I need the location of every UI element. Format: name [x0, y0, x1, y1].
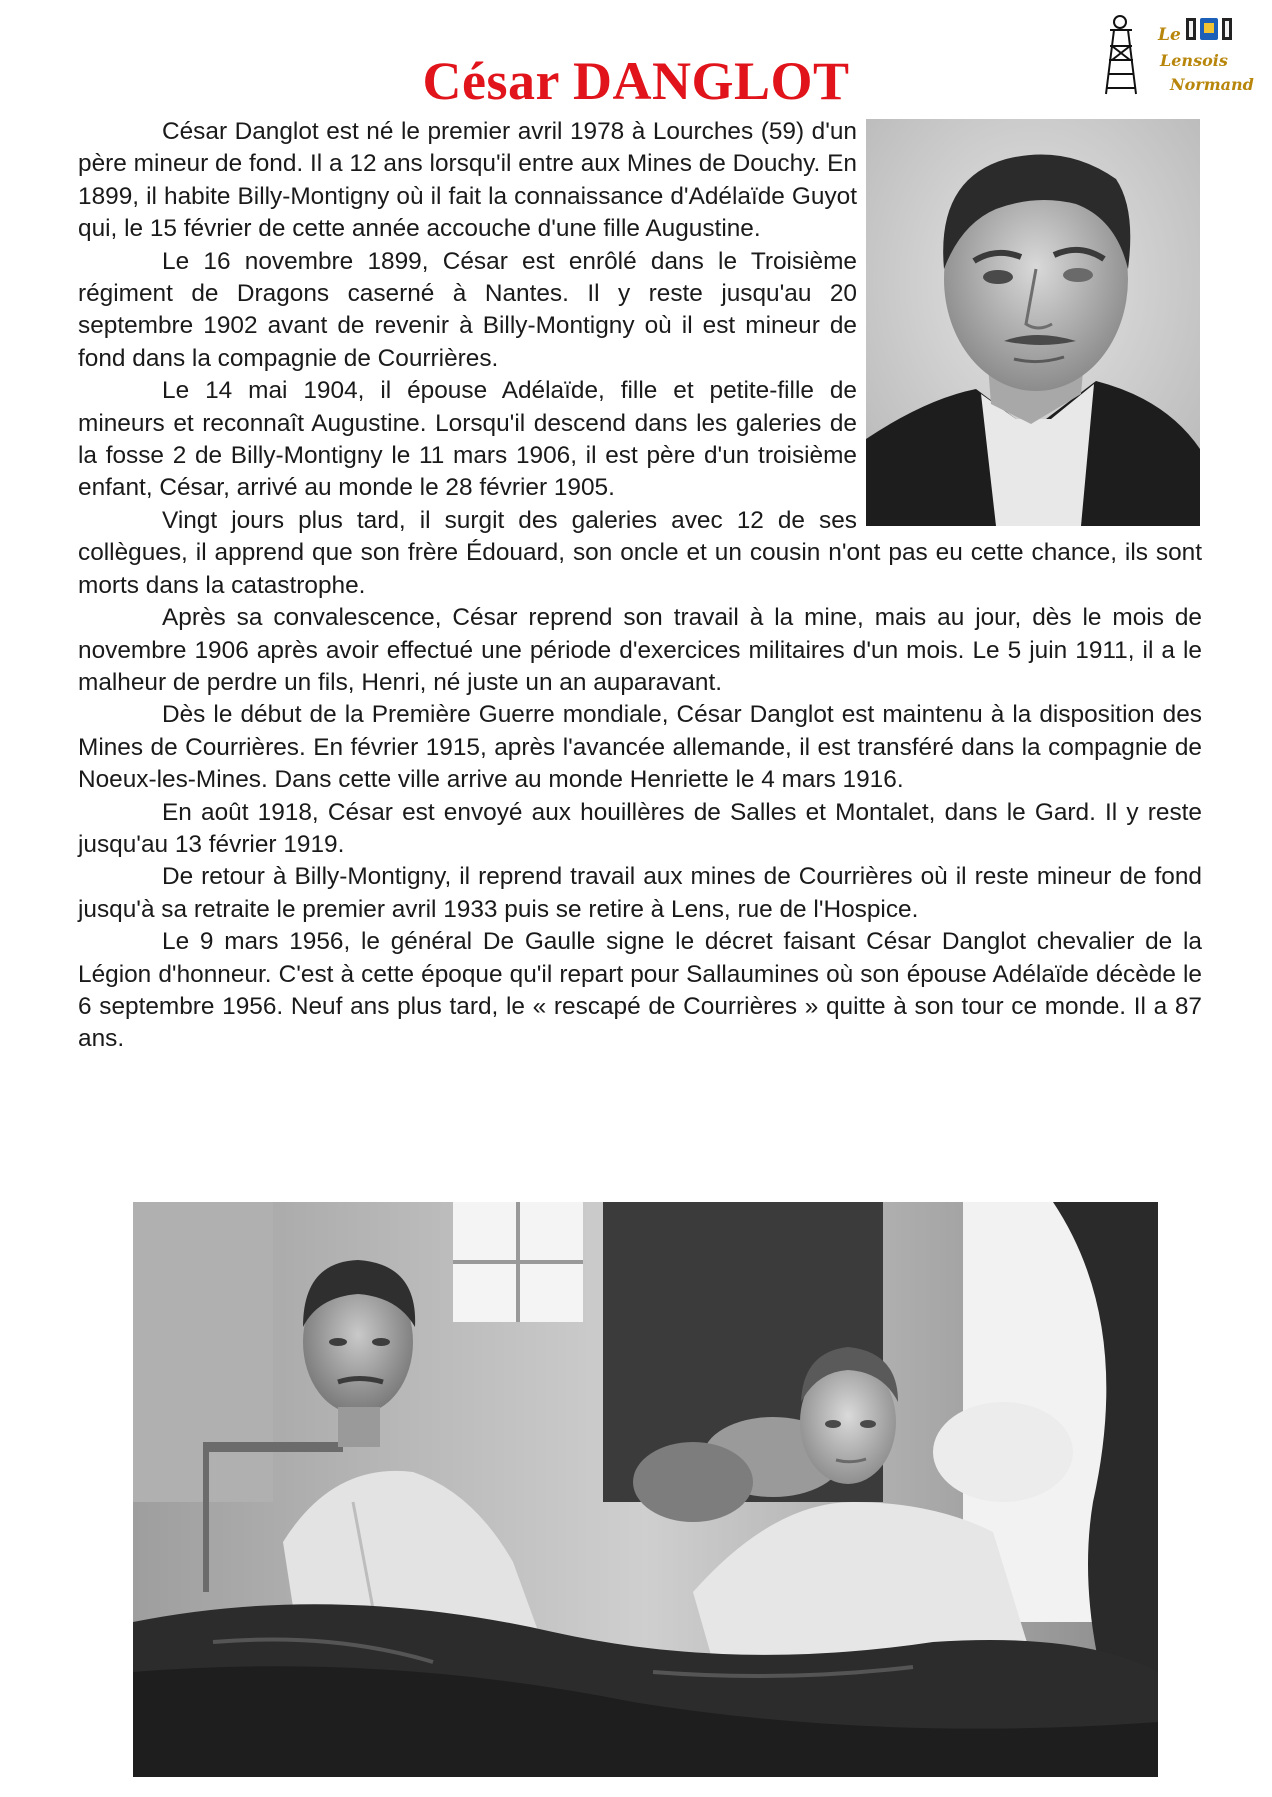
paragraph-3: Le 14 mai 1904, il épouse Adélaïde, fille et petite-fille de mineurs et reconnaît Augustine. Lorsqu'il descend dans les galeries de la fosse 2 de Billy-Montigny le 11 mars 1906, il est père d'un troisième enfant, César, arrivé au monde le 28 février 1905. — [78, 377, 857, 502]
paragraph-7: En août 1918, César est envoyé aux houillères de Salles et Montalet, dans le Gard. Il y reste jusqu'au 13 février 1919. — [78, 798, 1202, 858]
logo-graphic — [1100, 14, 1258, 96]
portrait-spacer — [857, 116, 1202, 534]
paragraph-1: César Danglot est né le premier avril 1978 à Lourches (59) d'un père mineur de fond. Il a 12 ans lorsqu'il entre aux Mines de Douchy. En 1899, il habite Billy-Montigny où il fait la connaissance d'Adélaïde Guyot qui, le 15 février de cette année accouche d'une fille Augustine. — [78, 118, 857, 243]
article-body — [78, 116, 1202, 1056]
paragraph-9: Le 9 mars 1956, le général De Gaulle signe le décret faisant César Danglot chevalier de la Légion d'honneur. C'est à cette époque qu'il repart pour Sallaumines où son épouse Adélaïde décède le 6 septembre 1956. Neuf ans plus tard, le « rescapé de Courrières » quitte à son tour ce monde. Il a 87 ans. — [78, 928, 1202, 1053]
logo-text-le: Le — [1158, 25, 1181, 45]
page-title: César DANGLOT — [422, 51, 850, 112]
paragraph-4: Vingt jours plus tard, il surgit des galeries avec 12 de ses collègues, il apprend que son frère Édouard, son oncle et un cousin n'ont pas eu cette chance, ils sont morts dans la catastrophe. — [78, 506, 1202, 599]
paragraph-2: Le 16 novembre 1899, César est enrôlé dans le Troisième régiment de Dragons caserné à Nantes. Il y reste jusqu'au 20 septembre 1902 avant de revenir à Billy-Montigny où il est mineur de fond dans la compagnie de Courrières. — [78, 247, 857, 372]
logo-text-lensois: Lensois — [1160, 51, 1228, 70]
paragraph-6: Dès le début de la Première Guerre mondiale, César Danglot est maintenu à la disposition des Mines de Courrières. En février 1915, après l'avancée allemande, il est transféré dans la compagnie de Noeux-les-Mines. Dans cette ville arrive au monde Henriette le 4 mars 1916. — [78, 701, 1202, 794]
lensois-normand-logo — [1100, 14, 1258, 96]
logo-text-normand: Normand — [1170, 75, 1254, 94]
crest-icon — [1186, 18, 1232, 40]
paragraph-5: Après sa convalescence, César reprend son travail à la mine, mais au jour, dès le mois de novembre 1906 après avoir effectué une période d'exercices militaires d'un mois. Le 5 juin 1911, il a le malheur de perdre un fils, Henri, né juste un an auparavant. — [78, 604, 1202, 696]
paragraph-8: De retour à Billy-Montigny, il reprend travail aux mines de Courrières où il reste mineur de fond jusqu'à sa retraite le premier avril 1933 puis se retire à Lens, rue de l'Hospice. — [78, 863, 1202, 923]
hospital-beds-photo — [133, 1202, 1158, 1777]
